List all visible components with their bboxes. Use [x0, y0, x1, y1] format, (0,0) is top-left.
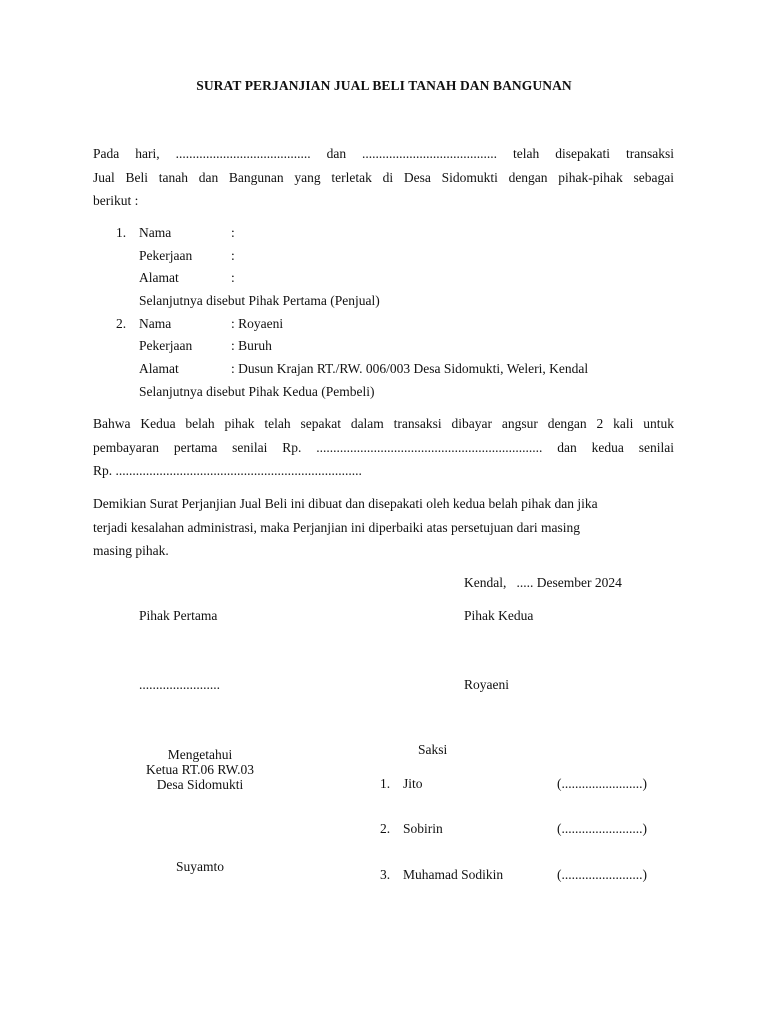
party2-alamat-value: : Dusun Krajan RT./RW. 006/003 Desa Sidomukti, Weleri, Kendal [231, 361, 589, 376]
second-party-label: Pihak Kedua [464, 608, 534, 623]
intro-line-3: berikut : [93, 193, 139, 208]
place-date: Kendal, ..... Desember 2024 [464, 575, 622, 590]
witness-3-signature: (........................) [557, 867, 647, 882]
payment-paragraph [93, 412, 674, 483]
acknowledge-line-3: Desa Sidomukti [156, 777, 244, 792]
party1-nama-label: Nama [139, 225, 172, 240]
payment-line-3: Rp. ......................................................................... [93, 463, 362, 478]
payment-line-1: Bahwa Kedua belah pihak telah sepakat dalam transaksi dibayar angsur dengan 2 kali untuk [93, 416, 674, 431]
witness-3-number: 3. [380, 867, 391, 882]
witness-2-name: Sobirin [403, 821, 443, 836]
payment-line-2: pembayaran pertama senilai Rp. ................................................................... dan kedua senilai [93, 439, 674, 455]
first-party-label: Pihak Pertama [139, 608, 218, 623]
closing-line-2: terjadi kesalahan administrasi, maka Perjanjian ini diperbaiki atas persetujuan dari masing [93, 519, 580, 535]
intro-paragraph [93, 142, 674, 213]
witness-1-name: Jito [403, 776, 423, 791]
party1-note: Selanjutnya disebut Pihak Pertama (Penjual) [139, 293, 380, 308]
second-party-signature: Royaeni [464, 677, 509, 692]
document-title: SURAT PERJANJIAN JUAL BELI TANAH DAN BANGUNAN [196, 78, 572, 93]
party2-alamat-label: Alamat [139, 361, 179, 376]
witness-1-signature: (........................) [557, 776, 647, 791]
party2-nama-value: : Royaeni [231, 316, 284, 331]
acknowledgement-block [130, 747, 270, 792]
intro-line-1: Pada hari, ........................................ dan ........................................ telah disepakati transaksi [93, 146, 674, 161]
witness-1-number: 1. [380, 776, 391, 791]
party1-nama-value: : [231, 225, 235, 240]
party2-pekerjaan-value: : Buruh [231, 338, 272, 353]
party2-number: 2. [116, 316, 127, 331]
acknowledge-name: Suyamto [175, 859, 224, 874]
party2-nama-label: Nama [139, 316, 172, 331]
witness-2-signature: (........................) [557, 821, 647, 836]
witness-2-number: 2. [380, 821, 391, 836]
party1-pekerjaan-value: : [231, 248, 235, 263]
party2-pekerjaan-label: Pekerjaan [139, 338, 193, 353]
party1-alamat-label: Alamat [139, 270, 179, 285]
intro-line-2: Jual Beli tanah dan Bangunan yang terletak di Desa Sidomukti dengan pihak-pihak sebagai [93, 169, 674, 185]
party1-pekerjaan-label: Pekerjaan [139, 248, 193, 263]
first-party-signature: ........................ [139, 677, 220, 692]
witness-heading: Saksi [418, 742, 448, 757]
party2-note: Selanjutnya disebut Pihak Kedua (Pembeli) [139, 384, 375, 399]
closing-line-1: Demikian Surat Perjanjian Jual Beli ini dibuat dan disepakati oleh kedua belah pihak dan jika [93, 496, 598, 511]
witness-3-name: Muhamad Sodikin [403, 867, 504, 882]
acknowledge-line-2: Ketua RT.06 RW.03 [146, 762, 254, 777]
party1-alamat-value: : [231, 270, 235, 285]
acknowledge-line-1: Mengetahui [167, 747, 233, 762]
closing-line-3: masing pihak. [93, 543, 169, 558]
closing-paragraph [93, 492, 674, 563]
party1-number: 1. [116, 225, 127, 240]
